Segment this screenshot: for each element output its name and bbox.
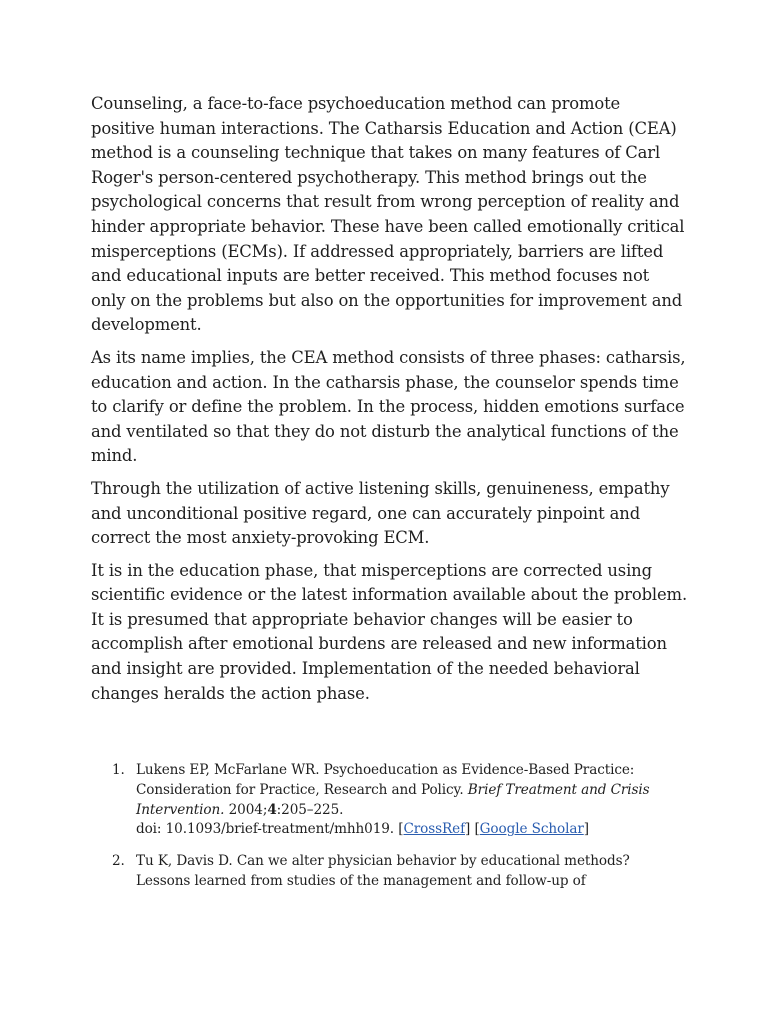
reference-item-2 (112, 852, 672, 892)
reference-doi: doi: 10.1093/brief-treatment/mhh019. (136, 821, 395, 838)
body-text (91, 92, 687, 714)
reference-journal: Brief Treatment and Crisis Intervention. (136, 781, 650, 818)
paragraph-counseling: Counseling, a face-to-face psychoeducation method can promote positive human interactions. The Catharsis Education and Action (CEA) method is a counseling technique that takes on many features of Carl Roger's person-centered psychotherapy. This method brings out the psychological concerns that result from wrong perception of reality and hinder appropriate behavior. These have been called emotionally critical misperceptions (ECMs). If addressed appropriately, barriers are lifted and educational inputs are better received. This method focuses not only on the problems but also on the opportunities for improvement and development. (91, 94, 685, 335)
paragraph-education-phase: It is in the education phase, that misperceptions are corrected using scientific evidence or the latest information available about the problem. It is presumed that appropriate behavior changes will be easier to accomplish after emotional burdens are released and new information and insight are provided. Implementation of the needed behavioral changes heralds the action phase. (91, 560, 688, 703)
reference-item-1: 1. Lukens EP, McFarlane WR. Psychoeducation as Evidence-Based Practice: Consideration for Practice, Research and Policy. Brief Treatment and Crisis Intervention. 2004;4:205–225. doi: 10.1093/brief-treatment/mhh019. [CrossRef] [Google Scholar] (112, 762, 650, 838)
reference-year: 2004; (228, 801, 268, 818)
reference-volume: 4 (267, 801, 277, 818)
crossref-link[interactable]: CrossRef (403, 821, 466, 838)
reference-number: 1. (112, 762, 125, 778)
reference-pages: :205–225. (276, 801, 344, 818)
paragraph-cea-phases: As its name implies, the CEA method consists of three phases: catharsis, education and action. In the catharsis phase, the counselor spends time to clarify or define the problem. In the process, hidden emotions surface and ventilated so that they do not disturb the analytical functions of the mind. (91, 347, 686, 466)
reference-authors-title: Lukens EP, McFarlane WR. Psychoeducation as Evidence-Based Practice: Consideration for Practice, Research and Policy. (136, 762, 635, 798)
google-scholar-link[interactable]: Google Scholar (479, 821, 584, 838)
paragraph-active-listening: Through the utilization of active listening skills, genuineness, empathy and unconditional positive regard, one can accurately pinpoint and correct the most anxiety-provoking ECM. (91, 478, 670, 548)
reference-authors-title: Tu K, Davis D. Can we alter physician behavior by educational methods? Lessons learned from studies of the management and follow-up of (136, 853, 630, 889)
reference-list (112, 761, 672, 904)
reference-number: 2. (112, 853, 125, 870)
